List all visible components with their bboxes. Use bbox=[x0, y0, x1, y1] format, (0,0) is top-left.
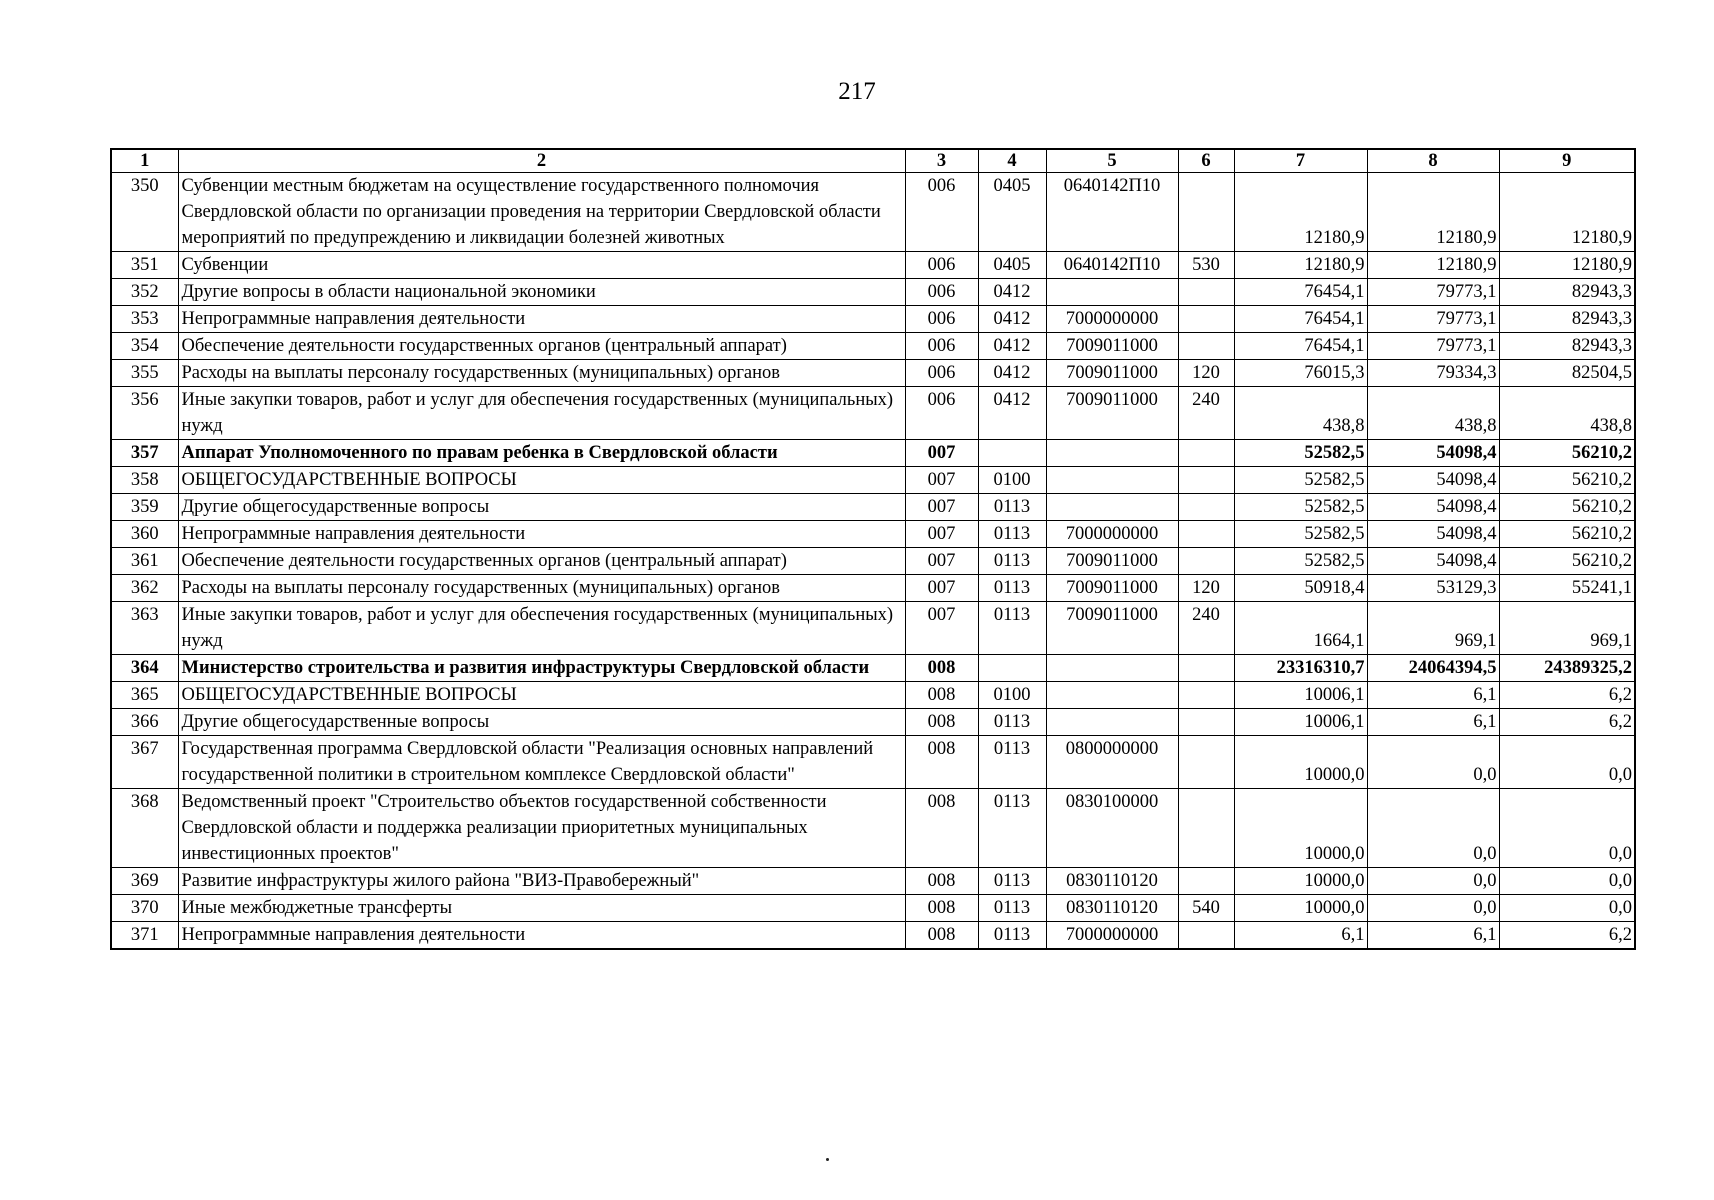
amount-year1-cell: 52582,5 bbox=[1234, 440, 1367, 467]
amount-year1-cell: 10000,0 bbox=[1234, 736, 1367, 789]
page-number: 217 bbox=[838, 78, 876, 105]
row-name-cell: Развитие инфраструктуры жилого района "ВИЗ-Правобережный" bbox=[178, 868, 905, 895]
row-name-cell: Ведомственный проект "Строительство объектов государственной собственности Свердловской области и поддержка реализации приоритетных муниципальных инвестиционных проектов" bbox=[178, 789, 905, 868]
amount-year1-cell: 438,8 bbox=[1234, 387, 1367, 440]
amount-year2-cell: 54098,4 bbox=[1367, 521, 1499, 548]
table-row bbox=[111, 440, 1635, 467]
section-code-cell: 0113 bbox=[978, 895, 1046, 922]
target-code-cell bbox=[1046, 467, 1178, 494]
amount-year3-cell: 55241,1 bbox=[1499, 575, 1635, 602]
amount-year2-cell: 53129,3 bbox=[1367, 575, 1499, 602]
amount-year2-cell: 12180,9 bbox=[1367, 252, 1499, 279]
section-code-cell: 0412 bbox=[978, 333, 1046, 360]
target-code-cell: 7000000000 bbox=[1046, 922, 1178, 950]
row-name-cell: Непрограммные направления деятельности bbox=[178, 306, 905, 333]
target-code-cell: 0640142П10 bbox=[1046, 173, 1178, 252]
amount-year2-cell: 54098,4 bbox=[1367, 440, 1499, 467]
section-code-cell: 0113 bbox=[978, 494, 1046, 521]
section-code-cell: 0113 bbox=[978, 575, 1046, 602]
row-name-cell: Государственная программа Свердловской области "Реализация основных направлений государственной политики в строительном комплексе Свердловской области" bbox=[178, 736, 905, 789]
amount-year2-cell: 969,1 bbox=[1367, 602, 1499, 655]
expense-type-cell: 540 bbox=[1178, 895, 1234, 922]
amount-year2-cell: 0,0 bbox=[1367, 868, 1499, 895]
amount-year1-cell: 1664,1 bbox=[1234, 602, 1367, 655]
row-number-cell: 359 bbox=[111, 494, 178, 521]
row-name-cell: Непрограммные направления деятельности bbox=[178, 922, 905, 950]
row-name-cell: Иные закупки товаров, работ и услуг для обеспечения государственных (муниципальных) нужд bbox=[178, 387, 905, 440]
amount-year3-cell: 56210,2 bbox=[1499, 440, 1635, 467]
amount-year2-cell: 0,0 bbox=[1367, 736, 1499, 789]
ministry-code-cell: 008 bbox=[905, 895, 978, 922]
header-cell: 2 bbox=[178, 149, 905, 173]
row-number-cell: 356 bbox=[111, 387, 178, 440]
amount-year1-cell: 52582,5 bbox=[1234, 467, 1367, 494]
amount-year2-cell: 12180,9 bbox=[1367, 173, 1499, 252]
amount-year2-cell: 6,1 bbox=[1367, 922, 1499, 950]
amount-year3-cell: 6,2 bbox=[1499, 922, 1635, 950]
expense-type-cell bbox=[1178, 494, 1234, 521]
row-number-cell: 353 bbox=[111, 306, 178, 333]
amount-year1-cell: 76454,1 bbox=[1234, 306, 1367, 333]
row-number-cell: 370 bbox=[111, 895, 178, 922]
amount-year3-cell: 82943,3 bbox=[1499, 306, 1635, 333]
table-row bbox=[111, 895, 1635, 922]
amount-year3-cell: 0,0 bbox=[1499, 868, 1635, 895]
ministry-code-cell: 008 bbox=[905, 922, 978, 950]
expense-type-cell bbox=[1178, 736, 1234, 789]
budget-table bbox=[110, 148, 1636, 950]
expense-type-cell: 240 bbox=[1178, 602, 1234, 655]
target-code-cell: 7000000000 bbox=[1046, 306, 1178, 333]
amount-year2-cell: 79334,3 bbox=[1367, 360, 1499, 387]
row-number-cell: 371 bbox=[111, 922, 178, 950]
row-number-cell: 363 bbox=[111, 602, 178, 655]
section-code-cell bbox=[978, 440, 1046, 467]
amount-year1-cell: 12180,9 bbox=[1234, 173, 1367, 252]
amount-year1-cell: 23316310,7 bbox=[1234, 655, 1367, 682]
amount-year3-cell: 6,2 bbox=[1499, 709, 1635, 736]
ministry-code-cell: 008 bbox=[905, 789, 978, 868]
expense-type-cell bbox=[1178, 922, 1234, 950]
row-number-cell: 351 bbox=[111, 252, 178, 279]
target-code-cell: 0800000000 bbox=[1046, 736, 1178, 789]
section-code-cell bbox=[978, 655, 1046, 682]
expense-type-cell bbox=[1178, 789, 1234, 868]
amount-year1-cell: 50918,4 bbox=[1234, 575, 1367, 602]
amount-year1-cell: 10000,0 bbox=[1234, 895, 1367, 922]
scan-speck bbox=[826, 1158, 829, 1161]
ministry-code-cell: 006 bbox=[905, 387, 978, 440]
section-code-cell: 0405 bbox=[978, 252, 1046, 279]
amount-year2-cell: 6,1 bbox=[1367, 682, 1499, 709]
target-code-cell: 0830110120 bbox=[1046, 868, 1178, 895]
row-name-cell: Расходы на выплаты персоналу государственных (муниципальных) органов bbox=[178, 360, 905, 387]
table-row bbox=[111, 655, 1635, 682]
table-row bbox=[111, 360, 1635, 387]
target-code-cell bbox=[1046, 655, 1178, 682]
section-code-cell: 0412 bbox=[978, 279, 1046, 306]
row-name-cell: ОБЩЕГОСУДАРСТВЕННЫЕ ВОПРОСЫ bbox=[178, 467, 905, 494]
row-name-cell: Другие общегосударственные вопросы bbox=[178, 709, 905, 736]
target-code-cell: 7009011000 bbox=[1046, 387, 1178, 440]
section-code-cell: 0113 bbox=[978, 789, 1046, 868]
ministry-code-cell: 007 bbox=[905, 494, 978, 521]
table-row bbox=[111, 789, 1635, 868]
expense-type-cell bbox=[1178, 655, 1234, 682]
section-code-cell: 0405 bbox=[978, 173, 1046, 252]
table-row bbox=[111, 387, 1635, 440]
table-row bbox=[111, 467, 1635, 494]
ministry-code-cell: 006 bbox=[905, 252, 978, 279]
expense-type-cell bbox=[1178, 440, 1234, 467]
row-number-cell: 352 bbox=[111, 279, 178, 306]
amount-year2-cell: 79773,1 bbox=[1367, 279, 1499, 306]
table-row bbox=[111, 306, 1635, 333]
header-cell: 6 bbox=[1178, 149, 1234, 173]
row-number-cell: 354 bbox=[111, 333, 178, 360]
amount-year2-cell: 24064394,5 bbox=[1367, 655, 1499, 682]
row-number-cell: 361 bbox=[111, 548, 178, 575]
row-name-cell: Субвенции местным бюджетам на осуществление государственного полномочия Свердловской области по организации проведения на территории Свердловской области мероприятий по предупреждению и ликвидации болезней животных bbox=[178, 173, 905, 252]
expense-type-cell bbox=[1178, 173, 1234, 252]
ministry-code-cell: 006 bbox=[905, 306, 978, 333]
target-code-cell bbox=[1046, 279, 1178, 306]
table-row bbox=[111, 868, 1635, 895]
ministry-code-cell: 006 bbox=[905, 333, 978, 360]
table-row bbox=[111, 279, 1635, 306]
row-number-cell: 364 bbox=[111, 655, 178, 682]
target-code-cell bbox=[1046, 709, 1178, 736]
table-row bbox=[111, 736, 1635, 789]
expense-type-cell: 120 bbox=[1178, 575, 1234, 602]
ministry-code-cell: 007 bbox=[905, 467, 978, 494]
row-number-cell: 369 bbox=[111, 868, 178, 895]
amount-year2-cell: 54098,4 bbox=[1367, 548, 1499, 575]
amount-year3-cell: 24389325,2 bbox=[1499, 655, 1635, 682]
amount-year3-cell: 82504,5 bbox=[1499, 360, 1635, 387]
table-header-row bbox=[111, 149, 1635, 173]
expense-type-cell bbox=[1178, 521, 1234, 548]
header-cell: 9 bbox=[1499, 149, 1635, 173]
amount-year1-cell: 10006,1 bbox=[1234, 709, 1367, 736]
section-code-cell: 0113 bbox=[978, 602, 1046, 655]
table-row bbox=[111, 575, 1635, 602]
row-number-cell: 366 bbox=[111, 709, 178, 736]
ministry-code-cell: 007 bbox=[905, 602, 978, 655]
ministry-code-cell: 008 bbox=[905, 682, 978, 709]
row-number-cell: 355 bbox=[111, 360, 178, 387]
row-name-cell: Субвенции bbox=[178, 252, 905, 279]
amount-year3-cell: 0,0 bbox=[1499, 895, 1635, 922]
section-code-cell: 0113 bbox=[978, 709, 1046, 736]
row-number-cell: 362 bbox=[111, 575, 178, 602]
amount-year3-cell: 969,1 bbox=[1499, 602, 1635, 655]
ministry-code-cell: 006 bbox=[905, 360, 978, 387]
row-number-cell: 350 bbox=[111, 173, 178, 252]
row-name-cell: Расходы на выплаты персоналу государственных (муниципальных) органов bbox=[178, 575, 905, 602]
target-code-cell bbox=[1046, 494, 1178, 521]
row-number-cell: 365 bbox=[111, 682, 178, 709]
table-row bbox=[111, 548, 1635, 575]
header-cell: 3 bbox=[905, 149, 978, 173]
amount-year2-cell: 438,8 bbox=[1367, 387, 1499, 440]
row-number-cell: 367 bbox=[111, 736, 178, 789]
table-row bbox=[111, 494, 1635, 521]
ministry-code-cell: 007 bbox=[905, 440, 978, 467]
header-cell: 4 bbox=[978, 149, 1046, 173]
table-row bbox=[111, 922, 1635, 950]
amount-year3-cell: 0,0 bbox=[1499, 789, 1635, 868]
amount-year3-cell: 0,0 bbox=[1499, 736, 1635, 789]
amount-year1-cell: 10000,0 bbox=[1234, 789, 1367, 868]
row-name-cell: Иные закупки товаров, работ и услуг для обеспечения государственных (муниципальных) нужд bbox=[178, 602, 905, 655]
amount-year1-cell: 12180,9 bbox=[1234, 252, 1367, 279]
section-code-cell: 0412 bbox=[978, 387, 1046, 440]
table-row bbox=[111, 333, 1635, 360]
row-number-cell: 360 bbox=[111, 521, 178, 548]
amount-year1-cell: 76454,1 bbox=[1234, 333, 1367, 360]
amount-year1-cell: 10000,0 bbox=[1234, 868, 1367, 895]
amount-year1-cell: 52582,5 bbox=[1234, 521, 1367, 548]
expense-type-cell bbox=[1178, 333, 1234, 360]
row-number-cell: 357 bbox=[111, 440, 178, 467]
ministry-code-cell: 008 bbox=[905, 868, 978, 895]
ministry-code-cell: 007 bbox=[905, 521, 978, 548]
section-code-cell: 0113 bbox=[978, 548, 1046, 575]
expense-type-cell bbox=[1178, 279, 1234, 306]
amount-year2-cell: 54098,4 bbox=[1367, 494, 1499, 521]
expense-type-cell bbox=[1178, 306, 1234, 333]
amount-year1-cell: 52582,5 bbox=[1234, 494, 1367, 521]
expense-type-cell: 240 bbox=[1178, 387, 1234, 440]
row-number-cell: 368 bbox=[111, 789, 178, 868]
amount-year2-cell: 6,1 bbox=[1367, 709, 1499, 736]
row-name-cell: Непрограммные направления деятельности bbox=[178, 521, 905, 548]
amount-year3-cell: 56210,2 bbox=[1499, 467, 1635, 494]
amount-year3-cell: 82943,3 bbox=[1499, 279, 1635, 306]
section-code-cell: 0412 bbox=[978, 306, 1046, 333]
header-cell: 5 bbox=[1046, 149, 1178, 173]
section-code-cell: 0412 bbox=[978, 360, 1046, 387]
amount-year3-cell: 82943,3 bbox=[1499, 333, 1635, 360]
row-name-cell: Иные межбюджетные трансферты bbox=[178, 895, 905, 922]
section-code-cell: 0113 bbox=[978, 922, 1046, 950]
target-code-cell: 0640142П10 bbox=[1046, 252, 1178, 279]
amount-year1-cell: 52582,5 bbox=[1234, 548, 1367, 575]
row-number-cell: 358 bbox=[111, 467, 178, 494]
section-code-cell: 0113 bbox=[978, 868, 1046, 895]
expense-type-cell bbox=[1178, 467, 1234, 494]
target-code-cell: 7000000000 bbox=[1046, 521, 1178, 548]
target-code-cell: 7009011000 bbox=[1046, 548, 1178, 575]
header-cell: 8 bbox=[1367, 149, 1499, 173]
table-body bbox=[111, 173, 1635, 950]
target-code-cell: 0830110120 bbox=[1046, 895, 1178, 922]
table-row bbox=[111, 709, 1635, 736]
amount-year2-cell: 0,0 bbox=[1367, 895, 1499, 922]
expense-type-cell bbox=[1178, 709, 1234, 736]
amount-year3-cell: 12180,9 bbox=[1499, 252, 1635, 279]
table-row bbox=[111, 173, 1635, 252]
table-row bbox=[111, 602, 1635, 655]
target-code-cell: 7009011000 bbox=[1046, 360, 1178, 387]
expense-type-cell: 530 bbox=[1178, 252, 1234, 279]
amount-year2-cell: 0,0 bbox=[1367, 789, 1499, 868]
row-name-cell: Аппарат Уполномоченного по правам ребенка в Свердловской области bbox=[178, 440, 905, 467]
table-row bbox=[111, 252, 1635, 279]
target-code-cell bbox=[1046, 440, 1178, 467]
amount-year1-cell: 6,1 bbox=[1234, 922, 1367, 950]
ministry-code-cell: 006 bbox=[905, 279, 978, 306]
amount-year2-cell: 79773,1 bbox=[1367, 306, 1499, 333]
ministry-code-cell: 007 bbox=[905, 548, 978, 575]
row-name-cell: ОБЩЕГОСУДАРСТВЕННЫЕ ВОПРОСЫ bbox=[178, 682, 905, 709]
section-code-cell: 0100 bbox=[978, 467, 1046, 494]
amount-year3-cell: 12180,9 bbox=[1499, 173, 1635, 252]
target-code-cell: 0830100000 bbox=[1046, 789, 1178, 868]
row-name-cell: Обеспечение деятельности государственных органов (центральный аппарат) bbox=[178, 548, 905, 575]
ministry-code-cell: 008 bbox=[905, 709, 978, 736]
section-code-cell: 0100 bbox=[978, 682, 1046, 709]
ministry-code-cell: 006 bbox=[905, 173, 978, 252]
table-row bbox=[111, 682, 1635, 709]
amount-year1-cell: 76015,3 bbox=[1234, 360, 1367, 387]
ministry-code-cell: 008 bbox=[905, 655, 978, 682]
section-code-cell: 0113 bbox=[978, 521, 1046, 548]
target-code-cell: 7009011000 bbox=[1046, 333, 1178, 360]
amount-year2-cell: 79773,1 bbox=[1367, 333, 1499, 360]
row-name-cell: Обеспечение деятельности государственных органов (центральный аппарат) bbox=[178, 333, 905, 360]
amount-year3-cell: 56210,2 bbox=[1499, 548, 1635, 575]
table-row bbox=[111, 521, 1635, 548]
expense-type-cell: 120 bbox=[1178, 360, 1234, 387]
amount-year3-cell: 56210,2 bbox=[1499, 521, 1635, 548]
row-name-cell: Другие вопросы в области национальной экономики bbox=[178, 279, 905, 306]
row-name-cell: Министерство строительства и развития инфраструктуры Свердловской области bbox=[178, 655, 905, 682]
amount-year1-cell: 10006,1 bbox=[1234, 682, 1367, 709]
target-code-cell: 7009011000 bbox=[1046, 602, 1178, 655]
section-code-cell: 0113 bbox=[978, 736, 1046, 789]
expense-type-cell bbox=[1178, 868, 1234, 895]
amount-year3-cell: 56210,2 bbox=[1499, 494, 1635, 521]
header-cell: 1 bbox=[111, 149, 178, 173]
amount-year3-cell: 438,8 bbox=[1499, 387, 1635, 440]
ministry-code-cell: 007 bbox=[905, 575, 978, 602]
expense-type-cell bbox=[1178, 682, 1234, 709]
amount-year1-cell: 76454,1 bbox=[1234, 279, 1367, 306]
row-name-cell: Другие общегосударственные вопросы bbox=[178, 494, 905, 521]
target-code-cell: 7009011000 bbox=[1046, 575, 1178, 602]
ministry-code-cell: 008 bbox=[905, 736, 978, 789]
expense-type-cell bbox=[1178, 548, 1234, 575]
amount-year3-cell: 6,2 bbox=[1499, 682, 1635, 709]
header-cell: 7 bbox=[1234, 149, 1367, 173]
amount-year2-cell: 54098,4 bbox=[1367, 467, 1499, 494]
target-code-cell bbox=[1046, 682, 1178, 709]
